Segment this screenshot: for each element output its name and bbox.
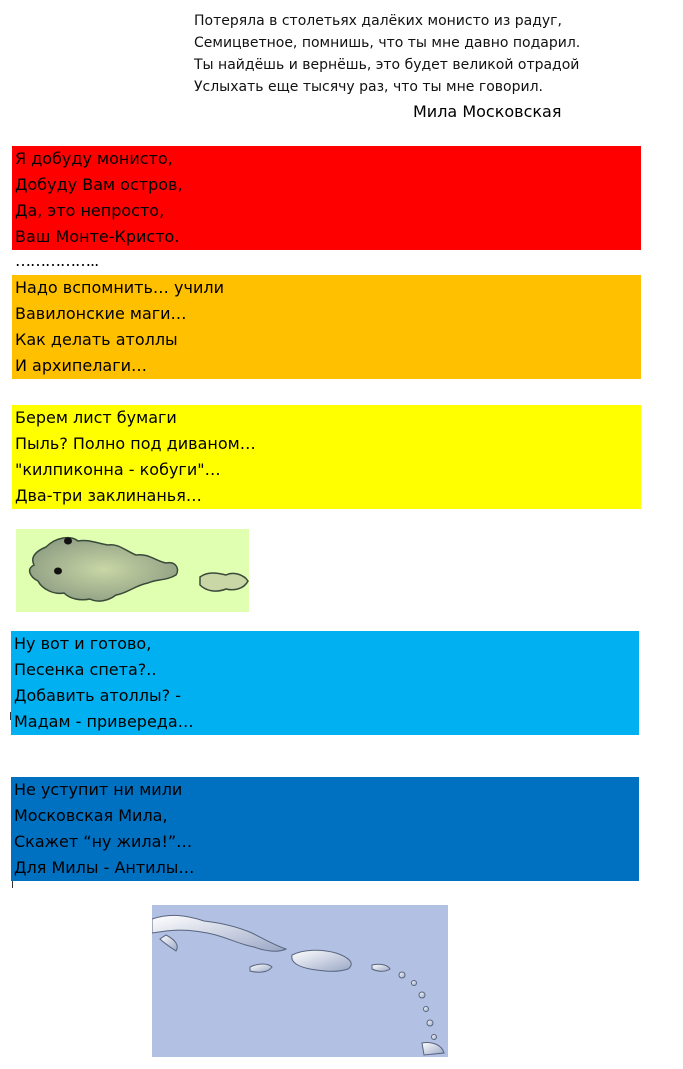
stanza-line: Два-три заклинанья…: [15, 486, 202, 505]
stanza-line: Вавилонские маги…: [15, 304, 187, 323]
stanza-line: Не уступит ни мили: [14, 780, 183, 799]
stanza-line: Надо вспомнить… учили: [15, 278, 224, 297]
stanza-line: Скажет “ну жила!”…: [14, 832, 193, 851]
stanza-blue: [11, 777, 639, 881]
island-drawing: [16, 529, 249, 612]
cursor-mark: [10, 712, 11, 720]
stanza-line: И архипелаги…: [15, 356, 148, 375]
epigraph-line: Семицветное, помнишь, что ты мне давно подарил.: [194, 35, 581, 51]
stanza-line: Добуду Вам остров,: [15, 175, 183, 194]
stanza-line: Я добуду монисто,: [15, 149, 173, 168]
stanza-line: Добавить атоллы? -: [14, 686, 181, 705]
stanza-orange: [12, 275, 641, 379]
epigraph: [194, 10, 664, 98]
stanza-red: [12, 146, 641, 250]
epigraph-author: Мила Московская: [413, 102, 562, 121]
stanza-line: Да, это непросто,: [15, 201, 165, 220]
stanza-line: Мадам - привереда…: [14, 712, 194, 731]
antilles-map: [152, 905, 448, 1057]
stanza-line: Ваш Монте-Кристо.: [15, 227, 180, 246]
epigraph-line: Услыхать еще тысячу раз, что ты мне говорил.: [194, 79, 543, 95]
stanza-line: Для Милы - Антилы…: [14, 858, 195, 877]
cursor-mark: [12, 881, 13, 888]
stanza-cyan: [11, 631, 639, 735]
stanza-line: Песенка спета?..: [14, 660, 157, 679]
epigraph-line: Ты найдёшь и вернёшь, это будет великой отрадой: [194, 57, 580, 73]
stanza-line: "килпиконна - кобуги"…: [15, 460, 221, 479]
ellipsis-divider: ……………..: [15, 251, 99, 270]
stanza-line: Как делать атоллы: [15, 330, 178, 349]
stanza-line: Московская Мила,: [14, 806, 168, 825]
stanza-line: Ну вот и готово,: [14, 634, 152, 653]
epigraph-line: Потеряла в столетьях далёких монисто из радуг,: [194, 13, 562, 29]
stanza-yellow: [12, 405, 641, 509]
stanza-line: Берем лист бумаги: [15, 408, 177, 427]
stanza-line: Пыль? Полно под диваном…: [15, 434, 256, 453]
